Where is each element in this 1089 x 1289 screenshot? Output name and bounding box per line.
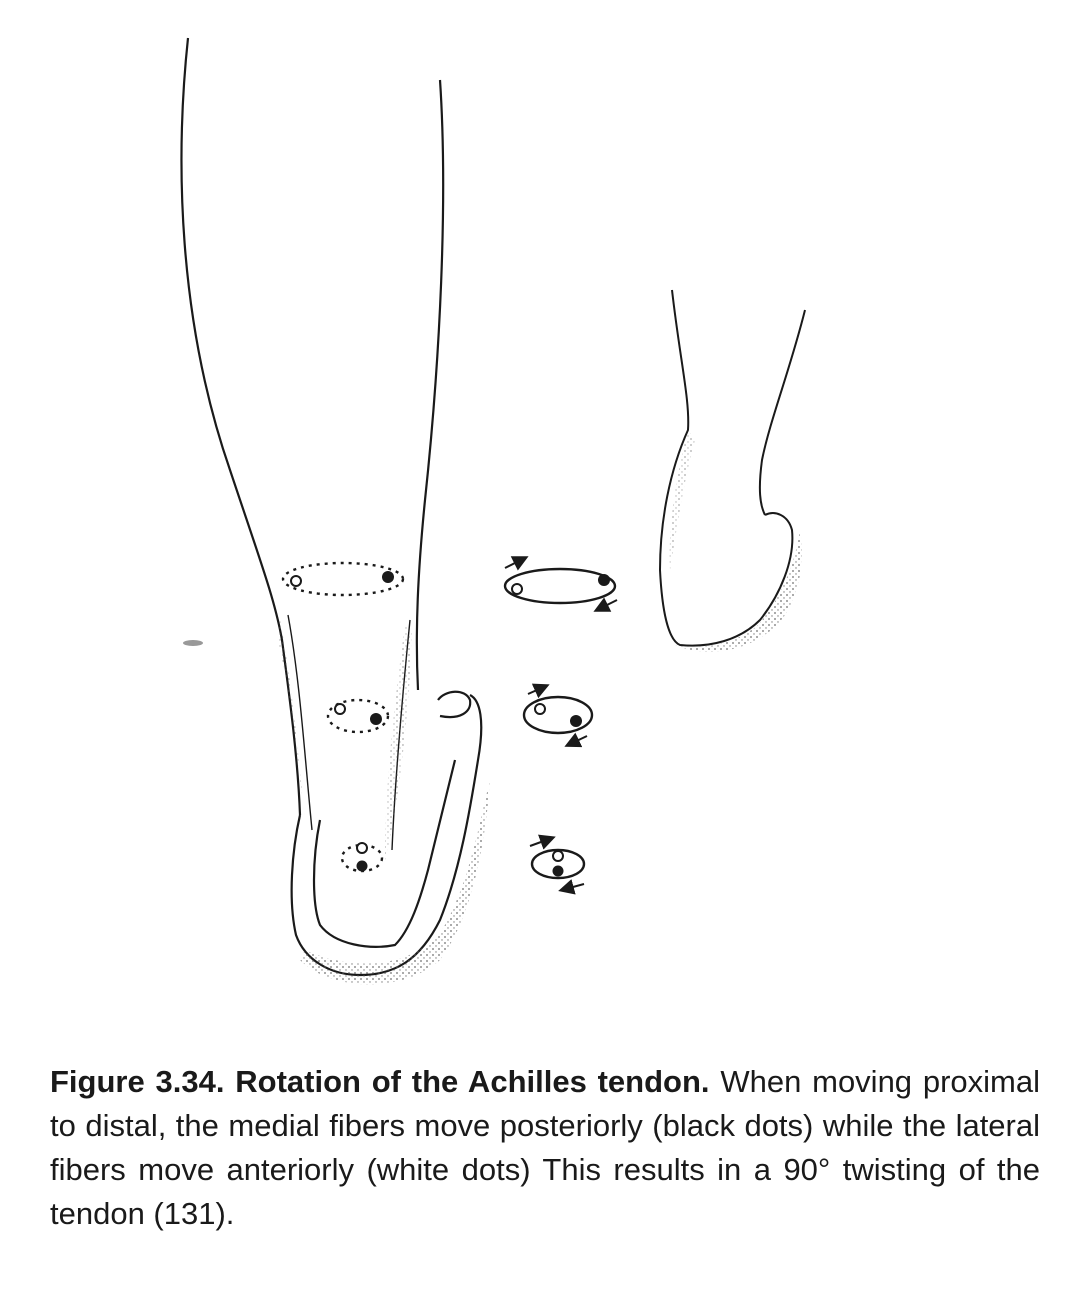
posterior-leg-drawing	[182, 38, 482, 975]
tendon-cross-section-distal	[342, 843, 382, 872]
scan-speck	[183, 640, 203, 646]
tendon-cross-section-middle	[328, 700, 388, 732]
lateral-fiber-white-dot	[291, 576, 301, 586]
medial-fiber-black-dot	[553, 866, 564, 877]
figure-label: Figure 3.34. Rotation of the Achilles tendon.	[50, 1064, 710, 1099]
medial-fiber-black-dot	[370, 713, 382, 725]
rotation-arrow-icon	[597, 600, 617, 610]
rotation-arrow-icon	[528, 686, 546, 694]
lateral-fiber-white-dot	[553, 851, 563, 861]
lateral-heel-shading	[670, 430, 802, 652]
rotation-diagram-middle	[524, 686, 592, 745]
rotation-diagram-proximal	[505, 558, 617, 610]
figure-caption-text: When moving proximal to distal, the medial fibers move posteriorly (black dots) while the lateral fibers move anteriorly (white dots) This results in a 90° twisting of the tendon (131).	[50, 1064, 1040, 1231]
lateral-fiber-white-dot	[535, 704, 545, 714]
figure-caption	[50, 1060, 1040, 1236]
rotation-arrow-icon	[568, 736, 587, 745]
rotation-arrow-icon	[530, 838, 552, 846]
medial-fiber-black-dot	[382, 571, 394, 583]
medial-fiber-black-dot	[598, 574, 610, 586]
lateral-fiber-white-dot	[512, 584, 522, 594]
lateral-fiber-white-dot	[335, 704, 345, 714]
rotation-arrow-icon	[562, 884, 584, 890]
tendon-cross-section-proximal	[283, 563, 403, 595]
rotation-diagram-distal	[530, 838, 584, 890]
rotation-arrow-icon	[505, 558, 525, 568]
medial-fiber-black-dot	[357, 861, 368, 872]
lateral-fiber-white-dot	[357, 843, 367, 853]
medial-fiber-black-dot	[570, 715, 582, 727]
